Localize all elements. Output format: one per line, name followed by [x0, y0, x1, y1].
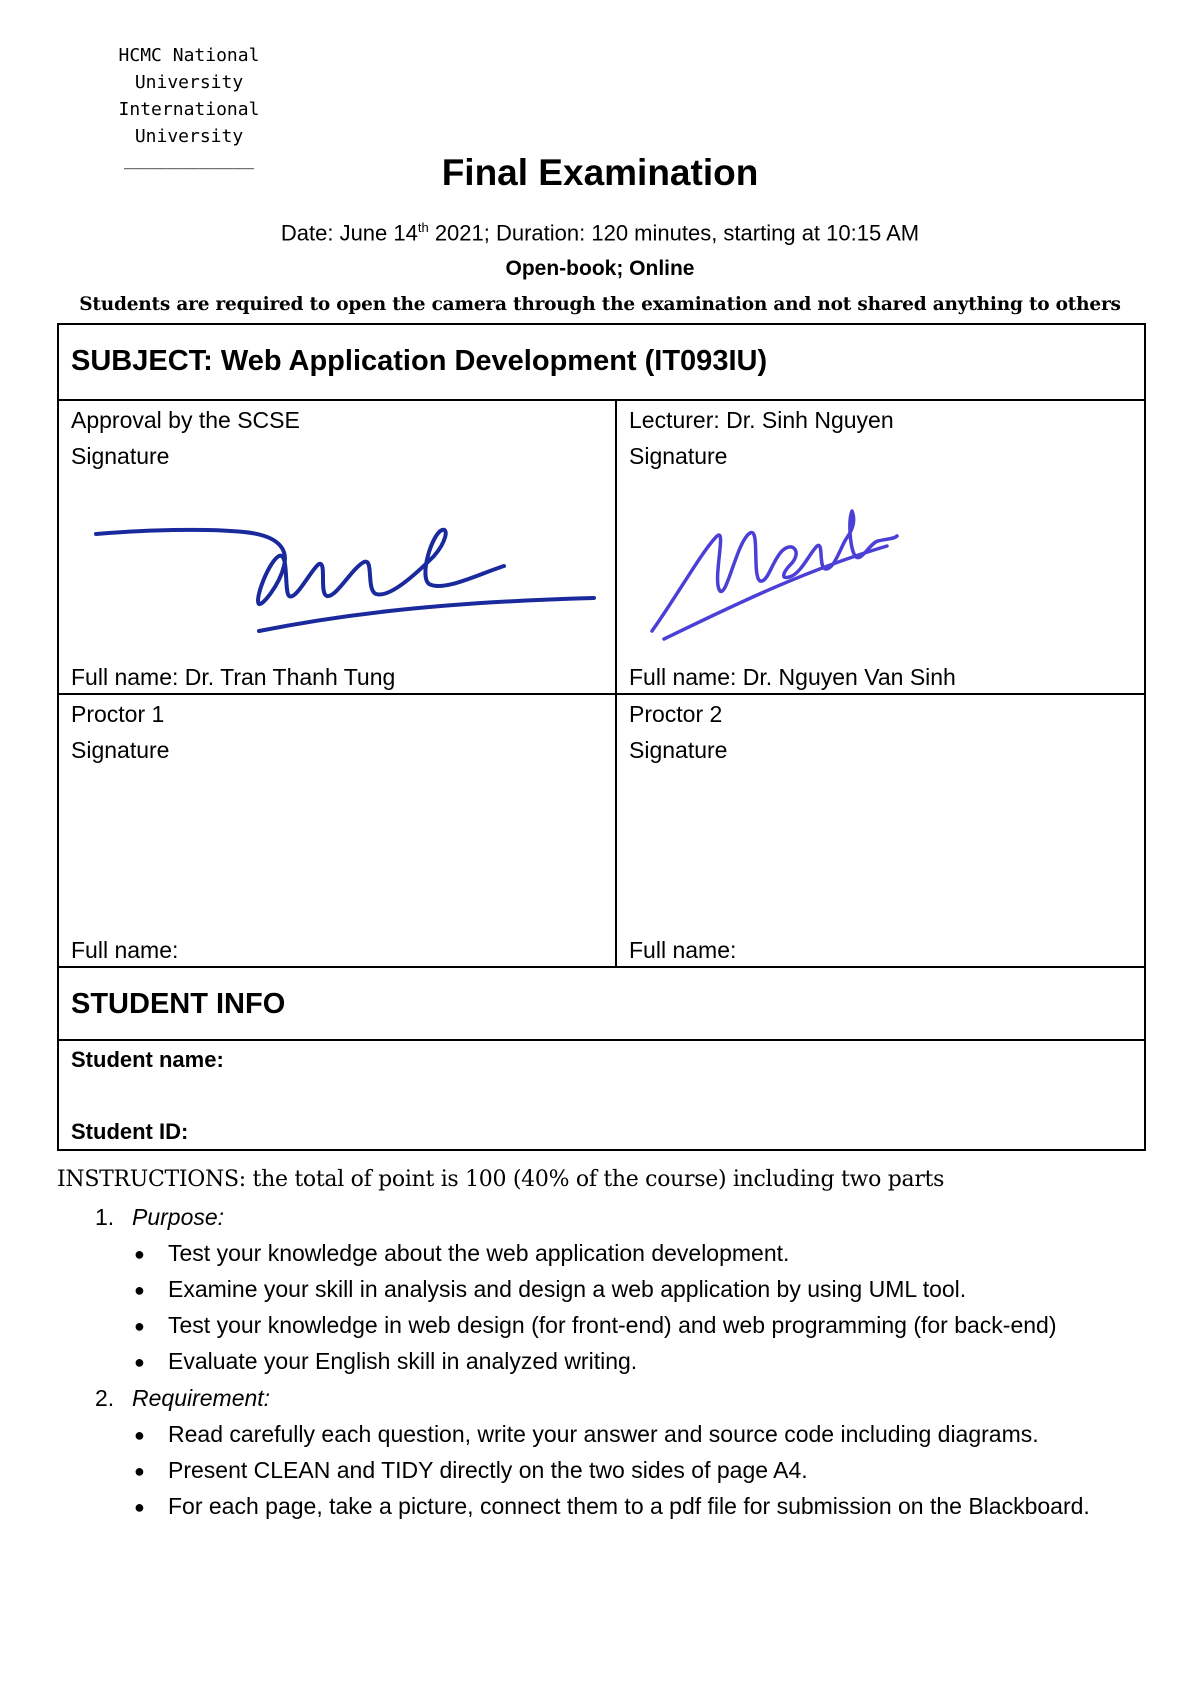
subject-box — [57, 323, 1146, 401]
exam-date-line — [0, 220, 1200, 246]
institute-name: International University — [118, 99, 260, 147]
university-name: HCMC National University — [118, 45, 260, 93]
bullet-icon: ● — [134, 1497, 145, 1517]
list-item: Present CLEAN and TIDY directly on the two sides of page A4. — [168, 1457, 808, 1483]
bullet-icon: ● — [134, 1352, 145, 1372]
approval-scse-full-name: Full name: Dr. Tran Thanh Tung — [71, 664, 396, 690]
proctor-1-full-name: Full name: — [71, 937, 179, 963]
student-id-label: Student ID: — [71, 1119, 189, 1144]
section-number: 2. — [95, 1385, 115, 1411]
approval-lecturer-title: Lecturer: Dr. Sinh Nguyen — [629, 407, 894, 433]
list-item: Test your knowledge about the web application development. — [168, 1240, 790, 1266]
subject-title: SUBJECT: Web Application Development (IT093IU) — [71, 345, 768, 377]
exam-mode: Open-book; Online — [505, 257, 695, 280]
approval-scse-title: Approval by the SCSE — [71, 407, 300, 433]
bullet-icon: ● — [134, 1280, 145, 1300]
signature-scse-image — [84, 506, 614, 646]
approval-lecturer-full-name: Full name: Dr. Nguyen Van Sinh — [629, 664, 956, 690]
university-header — [62, 42, 316, 170]
page-title: Final Examination — [441, 152, 759, 193]
student-info-header — [57, 966, 1146, 1041]
approval-lecturer-cell — [615, 399, 1146, 695]
list-item: Evaluate your English skill in analyzed writing. — [168, 1348, 638, 1374]
bullet-icon: ● — [134, 1425, 145, 1445]
date-suffix: 2021; Duration: 120 minutes, starting at 10:15 AM — [428, 220, 920, 246]
bullet-icon: ● — [134, 1461, 145, 1481]
section-label: Purpose: — [132, 1204, 225, 1230]
date-ordinal: th — [417, 220, 429, 235]
list-item: Test your knowledge in web design (for front-end) and web programming (for back-end) — [168, 1312, 1057, 1338]
header-rule: ____________ — [123, 149, 255, 170]
list-item: For each page, take a picture, connect them to a pdf file for submission on the Blackboard. — [168, 1493, 1090, 1519]
proctor-2-full-name: Full name: — [629, 937, 737, 963]
signature-label: Signature — [629, 443, 728, 469]
proctor-1-title: Proctor 1 — [71, 701, 165, 727]
student-name-label: Student name: — [71, 1047, 224, 1072]
camera-notice: Students are required to open the camera through the examination and not shared anything to others — [79, 294, 1121, 315]
section-number: 1. — [95, 1204, 115, 1230]
signature-lecturer-image — [642, 491, 902, 651]
student-info-body — [57, 1039, 1146, 1151]
date-prefix: Date: June 14 — [280, 220, 418, 246]
list-item: Examine your skill in analysis and design a web application by using UML tool. — [168, 1276, 967, 1302]
proctor-1-cell — [57, 693, 617, 968]
bullet-icon: ● — [134, 1316, 145, 1336]
bullet-icon: ● — [134, 1244, 145, 1264]
list-item: Read carefully each question, write your answer and source code including diagrams. — [168, 1421, 1039, 1447]
signature-label: Signature — [71, 737, 170, 763]
student-info-title: STUDENT INFO — [71, 988, 286, 1020]
instructions-heading: INSTRUCTIONS: the total of point is 100 (40% of the course) including two parts — [57, 1167, 945, 1192]
signature-label: Signature — [629, 737, 728, 763]
section-label: Requirement: — [132, 1385, 271, 1411]
signature-label: Signature — [71, 443, 170, 469]
approval-scse-cell — [57, 399, 617, 695]
proctor-2-cell — [615, 693, 1146, 968]
proctor-2-title: Proctor 2 — [629, 701, 723, 727]
